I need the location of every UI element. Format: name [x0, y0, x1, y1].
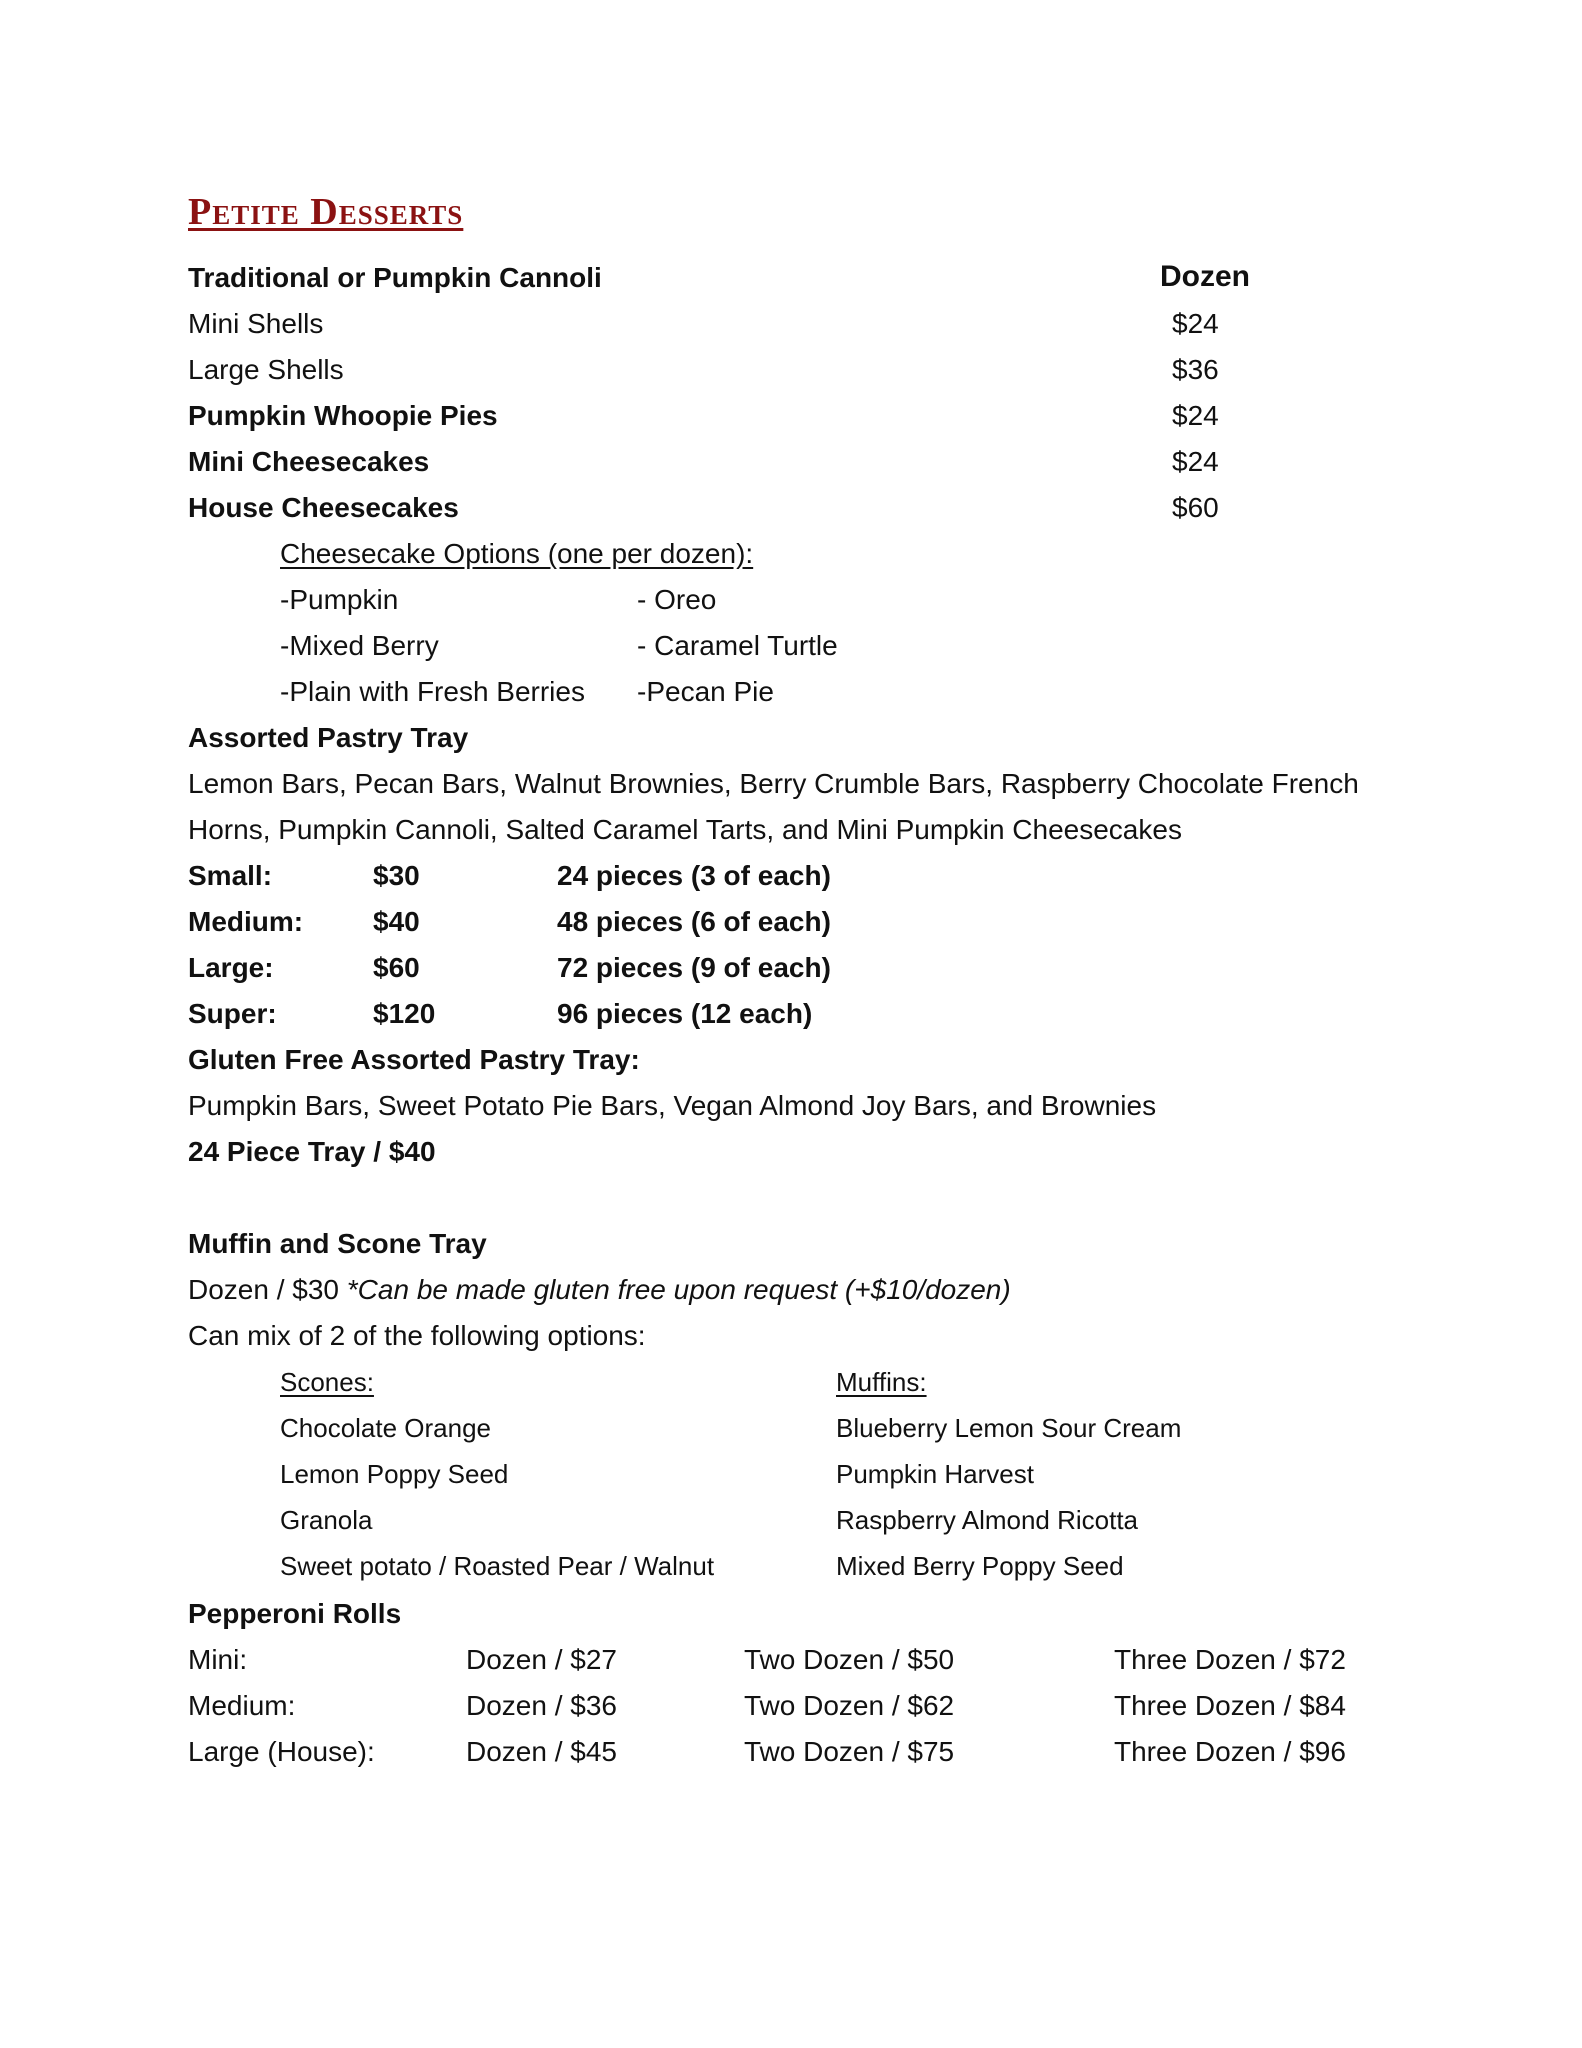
roll-price-dozen: Dozen / $36 — [466, 1690, 617, 1721]
cheesecake-option: -Plain with Fresh Berries — [280, 676, 585, 707]
menu-item-name: Pumpkin Whoopie Pies — [188, 400, 498, 431]
muffin-option: Mixed Berry Poppy Seed — [836, 1551, 1124, 1581]
mix-options-text: Can mix of 2 of the following options: — [188, 1320, 646, 1351]
menu-item-price: $24 — [1172, 446, 1219, 477]
roll-price-two-dozen: Two Dozen / $50 — [744, 1644, 955, 1675]
menu-item-price: $60 — [1172, 492, 1219, 523]
gluten-free-price: 24 Piece Tray / $40 — [188, 1136, 436, 1167]
cheesecake-option: - Oreo — [637, 584, 717, 615]
muffin-scone-price: Dozen / $30 — [188, 1274, 347, 1305]
tray-size: Large: — [188, 952, 274, 983]
roll-price-three-dozen: Three Dozen / $72 — [1114, 1644, 1346, 1675]
scones-label: Scones: — [280, 1367, 374, 1397]
roll-size: Medium: — [188, 1690, 296, 1721]
pastry-tray-description: Lemon Bars, Pecan Bars, Walnut Brownies, Berry Crumble Bars, Raspberry Chocolate French — [188, 768, 1359, 799]
scone-option: Chocolate Orange — [280, 1413, 492, 1443]
cheesecake-option: -Pumpkin — [280, 584, 399, 615]
scone-option: Granola — [280, 1505, 373, 1535]
gluten-free-description: Pumpkin Bars, Sweet Potato Pie Bars, Vegan Almond Joy Bars, and Brownies — [188, 1090, 1157, 1121]
muffins-label: Muffins: — [836, 1367, 927, 1397]
roll-price-two-dozen: Two Dozen / $62 — [744, 1690, 955, 1721]
roll-price-three-dozen: Three Dozen / $84 — [1114, 1690, 1346, 1721]
menu-item-price: $24 — [1172, 400, 1219, 431]
menu-item-price: $24 — [1172, 308, 1219, 339]
scone-option: Lemon Poppy Seed — [280, 1459, 509, 1489]
menu-item-price: $36 — [1172, 354, 1219, 385]
roll-price-two-dozen: Two Dozen / $75 — [744, 1736, 955, 1767]
tray-price: $120 — [373, 998, 436, 1029]
pastry-tray-description: Horns, Pumpkin Cannoli, Salted Caramel Tarts, and Mini Pumpkin Cheesecakes — [188, 814, 1182, 845]
tray-pieces: 72 pieces (9 of each) — [557, 952, 831, 983]
cannoli-heading: Traditional or Pumpkin Cannoli — [188, 262, 602, 293]
roll-price-dozen: Dozen / $27 — [466, 1644, 617, 1675]
cheesecake-options-label: Cheesecake Options (one per dozen): — [280, 538, 754, 569]
muffin-scone-heading: Muffin and Scone Tray — [188, 1228, 487, 1259]
roll-size: Mini: — [188, 1644, 248, 1675]
tray-pieces: 48 pieces (6 of each) — [557, 906, 831, 937]
page-title: Petite Desserts — [188, 191, 464, 233]
roll-size: Large (House): — [188, 1736, 375, 1767]
scone-option: Sweet potato / Roasted Pear / Walnut — [280, 1551, 715, 1581]
menu-item-name: House Cheesecakes — [188, 492, 459, 523]
dozen-column-header: Dozen — [1160, 260, 1250, 293]
tray-size: Small: — [188, 860, 273, 891]
cheesecake-option: -Pecan Pie — [637, 676, 774, 707]
menu-item-name: Large Shells — [188, 354, 344, 385]
pepperoni-heading: Pepperoni Rolls — [188, 1598, 402, 1629]
muffin-option: Blueberry Lemon Sour Cream — [836, 1413, 1182, 1443]
cheesecake-option: - Caramel Turtle — [637, 630, 838, 661]
tray-size: Super: — [188, 998, 277, 1029]
tray-price: $60 — [373, 952, 420, 983]
tray-price: $40 — [373, 906, 420, 937]
roll-price-dozen: Dozen / $45 — [466, 1736, 617, 1767]
muffin-option: Pumpkin Harvest — [836, 1459, 1034, 1489]
tray-pieces: 24 pieces (3 of each) — [557, 860, 831, 891]
muffin-option: Raspberry Almond Ricotta — [836, 1505, 1139, 1535]
menu-item-name: Mini Shells — [188, 308, 324, 339]
menu-item-name: Mini Cheesecakes — [188, 446, 430, 477]
pastry-tray-heading: Assorted Pastry Tray — [188, 722, 469, 753]
gluten-free-heading: Gluten Free Assorted Pastry Tray: — [188, 1044, 640, 1075]
tray-price: $30 — [373, 860, 420, 891]
cheesecake-option: -Mixed Berry — [280, 630, 439, 661]
roll-price-three-dozen: Three Dozen / $96 — [1114, 1736, 1346, 1767]
gluten-free-note: *Can be made gluten free upon request (+$10/dozen) — [346, 1274, 1011, 1305]
muffin-scone-price-line — [188, 1274, 1011, 1306]
tray-size: Medium: — [188, 906, 304, 937]
tray-pieces: 96 pieces (12 each) — [557, 998, 813, 1029]
